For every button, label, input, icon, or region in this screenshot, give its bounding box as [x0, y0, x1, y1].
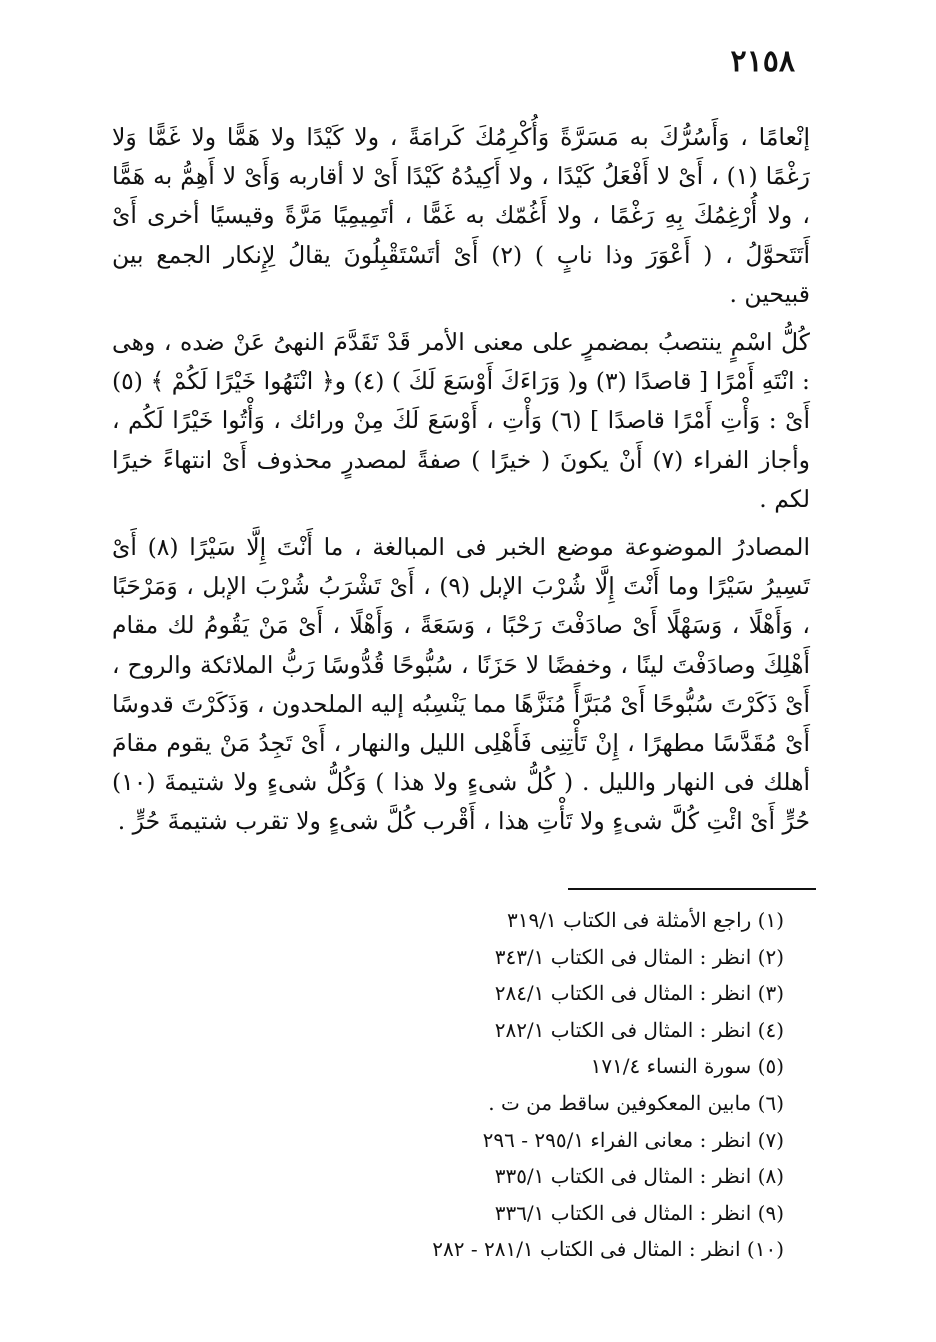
footnote-4: (٤) انظر : المثال فى الكتاب ٢٨٢/١ [494, 1017, 784, 1042]
footnote-3: (٣) انظر : المثال فى الكتاب ٢٨٤/١ [494, 981, 784, 1006]
footnote-6: (٦) مابين المعكوفين ساقط من ت . [488, 1090, 784, 1115]
footnote-10: (١٠) انظر : المثال فى الكتاب ٢٨١/١ - ٢٨٢ [432, 1237, 784, 1262]
paragraph-1: إنْعامًا ، وَأَسُرُّكَ به مَسَرَّةً وَأُكْرِمُكَ كَرامَةً ، ولا كَيْدًا ولا هَمًّا ولا غَمًّا وَلا رَغْمًا (١) ، أَىْ لا أَفْعَلُ كَيْدًا ، ولا أَكِيدُهُ كَيْدًا أَىْ لا أقاربه وَأَىْ لا أَهِمُّ به هَمًّا ، ولا أُرْغِمُكَ بِهِ رَغْمًا ، ولا أَغُمّك به غَمًّا ، أتَمِيمِيًا مَرَّةً وقيسيًا أخرى أَىْ أَتَتَحوَّلُ ، ( أَعْوَرَ وذا نابٍ ) (٢) أَىْ أتَسْتَقْبِلُونَ يقالُ لِإِنكار الجمع بين قبيحين . [112, 123, 810, 308]
footnote-separator [568, 888, 816, 890]
footnote-5: (٥) سورة النساء ١٧١/٤ [590, 1054, 784, 1079]
main-text [112, 118, 810, 851]
footnote-2: (٢) انظر : المثال فى الكتاب ٣٤٣/١ [494, 944, 784, 969]
footnote-7: (٧) انظر : معانى الفراء ٢٩٥/١ - ٢٩٦ [482, 1127, 784, 1152]
footnote-8: (٨) انظر : المثال فى الكتاب ٣٣٥/١ [494, 1164, 784, 1189]
paragraph-3: المصادرُ الموضوعة موضع الخبر فى المبالغة ، ما أَنْتَ إِلَّا سَيْرًا (٨) أَىْ تَسِيرُ سَيْرًا وما أَنْتَ إِلَّا شُرْبَ الإبل (٩) ، أَىْ تَشْرَبُ شُرْبَ الإبل ، وَمَرْحَبًا ، وَأَهْلًا ، وَسَهْلًا أَىْ صادَفْتَ رَحْبًا ، وَسَعَةً ، وَأَهْلًا ، أَىْ مَنْ يَقُومُ لك مقام أَهْلِكَ وصادَفْتَ لينًا ، وخفضًا لا حَزَنًا ، سُبُّوحًا قُدُّوسًا رَبُّ الملائكة والروح ، أَىْ ذَكَرْتَ سُبُّوحًا أَىْ مُبَرَّأً مُنَزَّهًا مما يَنْسِبُه إليه الملحدون ، وَذَكَرْتَ قدوسًا أَىْ مُقَدَّسًا مطهرًا ، إِنْ تَأْتِنِى فَأَهْلِى الليل والنهار ، أَىْ تَجِدُ مَنْ يقوم مقامَ أهلك فى النهار والليل . ( كُلُّ شىءٍ ولا هذا ) وَكُلُّ شىءٍ ولا شتيمةَ (١٠) حُرٍّ أَىْ ائْتِ كُلَّ شىءٍ ولا تَأْتِ هذا ، أَقْرب كُلَّ شىءٍ ولا تقرب شتيمةَ حُرٍّ . [112, 533, 811, 836]
footnote-1: (١) راجع الأمثلة فى الكتاب ٣١٩/١ [506, 908, 784, 932]
paragraph-2: كُلُّ اسْمٍ ينتصبُ بمضمرٍ على معنى الأمر قَدْ تَقَدَّمَ النهىُ عَنْ ضده ، وهى : انْتَهِ أَمْرًا [ قاصدًا (٣) و( وَرَاءَكَ أَوْسَعَ لَكَ ) (٤) و﴿ انْتَهُوا خَيْرًا لَكُمْ ﴾ (٥) أَىْ : وَأْتِ أَمْرًا قاصدًا ] (٦) وَأْتِ ، أَوْسَعَ لَكَ مِنْ ورائك ، وَأْتُوا خَيْرًا لَكُم ، وأجاز الفراء (٧) أَنْ يكونَ ( خيرًا ) صفةً لمصدرٍ محذوف أَىْ انتهاءً خيرًا لكم . [112, 328, 810, 513]
page-number: ٢١٥٨ [730, 44, 795, 79]
footnotes [300, 902, 784, 1268]
footnote-9: (٩) انظر : المثال فى الكتاب ٣٣٦/١ [494, 1200, 784, 1225]
